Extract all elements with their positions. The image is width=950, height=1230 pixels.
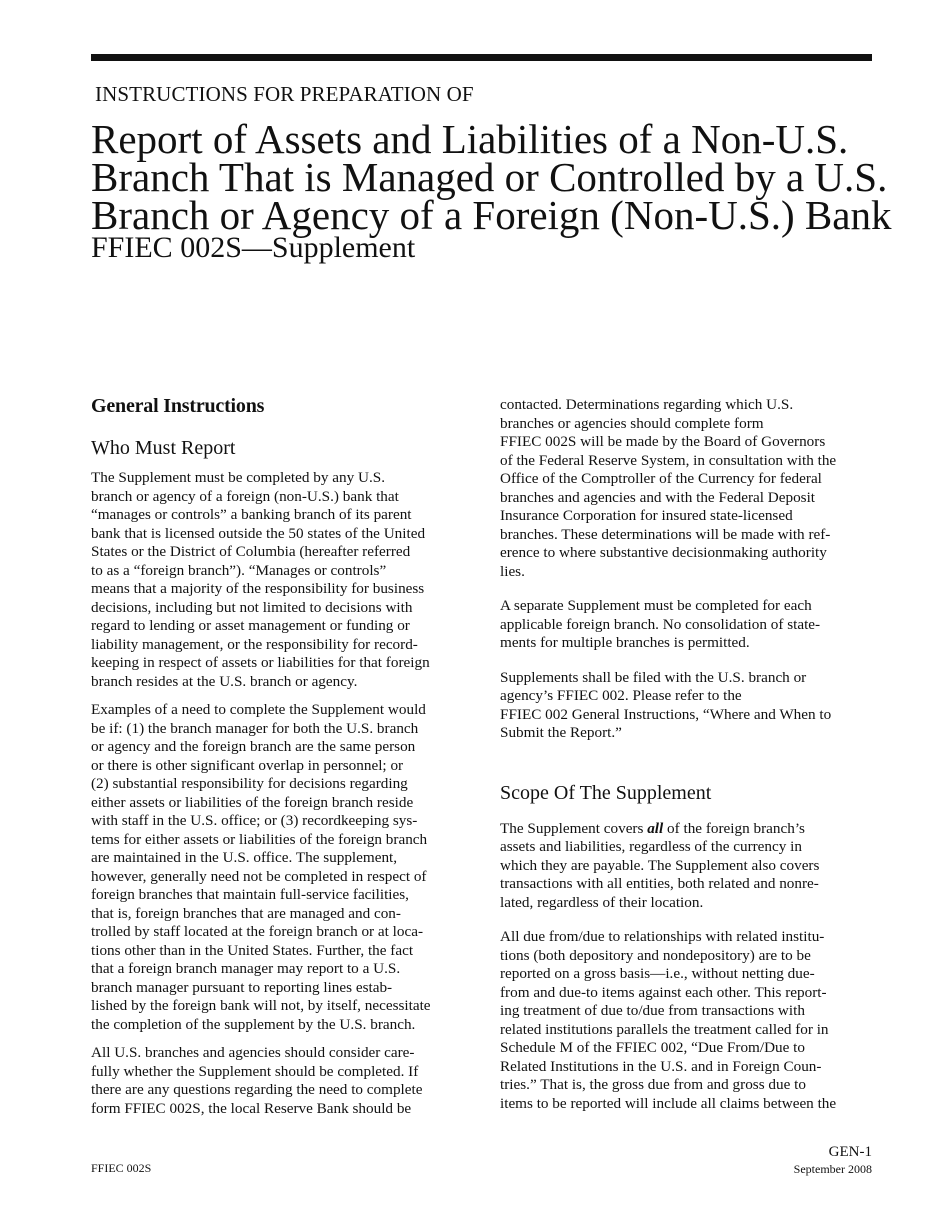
- paragraph-separate-supplement: [500, 597, 872, 653]
- text-line: branch resides at the U.S. branch or agency.: [91, 672, 358, 690]
- text-line: lished by the foreign bank will not, by itself, necessitate: [91, 997, 431, 1014]
- text-line: Examples of a need to complete the Supplement would: [91, 701, 426, 718]
- text-line: liability management, or the responsibility for record-: [91, 635, 418, 653]
- text-line: FFIEC 002S will be made by the Board of Governors: [500, 433, 826, 450]
- paragraph-scope: [500, 820, 872, 913]
- text-line: bank that is licensed outside the 50 states of the United: [91, 524, 426, 542]
- scope-first-line: The Supplement covers all of the foreign branch’s: [500, 819, 805, 837]
- text-line: the completion of the supplement by the U.S. branch.: [91, 1015, 416, 1033]
- text-line: branches or agencies should complete form: [500, 414, 764, 432]
- title-line: Branch or Agency of a Foreign (Non-U.S.) Bank: [91, 192, 892, 238]
- top-rule: [91, 54, 872, 61]
- text-line: Office of the Comptroller of the Currency for federal: [500, 470, 822, 487]
- text-line: All due from/due to relationships with related institu-: [500, 928, 825, 945]
- paragraph-determinations: [500, 396, 872, 581]
- section-heading-general-instructions: General Instructions: [91, 395, 265, 417]
- text-line: Schedule M of the FFIEC 002, “Due From/Due to: [500, 1039, 805, 1056]
- text-line: to as a “foreign branch”). “Manages or controls”: [91, 561, 387, 579]
- text-line: however, generally need not be completed in respect of: [91, 867, 427, 885]
- left-column: [91, 394, 463, 1118]
- text-line: keeping in respect of assets or liabilities for that foreign: [91, 654, 430, 671]
- text-line: items to be reported will include all claims between the: [500, 1094, 837, 1112]
- text-line: lies.: [500, 562, 525, 580]
- text-line: branches and agencies and with the Federal Deposit: [500, 488, 816, 506]
- text-line: form FFIEC 002S, the local Reserve Bank should be: [91, 1099, 412, 1117]
- text-line: or there is other significant overlap in personnel; or: [91, 756, 404, 774]
- text-line: erence to where substantive decisionmaking authority: [500, 544, 827, 561]
- text-line: tions other than in the United States. Further, the fact: [91, 941, 414, 959]
- text-line: related institutions parallels the treatment called for in: [500, 1020, 829, 1038]
- text-line: Submit the Report.”: [500, 724, 622, 741]
- text-line: regard to lending or asset management or funding or: [91, 617, 410, 634]
- text-line: contacted. Determinations regarding which U.S.: [500, 396, 794, 413]
- text-line: that a foreign branch manager may report to a U.S.: [91, 960, 401, 977]
- text-line: are maintained in the U.S. office. The supplement,: [91, 849, 398, 866]
- text-line: States or the District of Columbia (hereafter referred: [91, 543, 411, 560]
- title-line: Branch That is Managed or Controlled by a U.S.: [91, 154, 888, 200]
- text-line: The Supplement must be completed by any U.S.: [91, 469, 385, 486]
- text-line: (2) substantial responsibility for decisions regarding: [91, 775, 408, 792]
- text-line: of the Federal Reserve System, in consultation with the: [500, 451, 837, 469]
- paragraph-who-must-report: [91, 469, 463, 691]
- text-line: means that a majority of the responsibility for business: [91, 580, 425, 597]
- text-line: that is, foreign branches that are managed and con-: [91, 904, 401, 922]
- text-line: Related Institutions in the U.S. and in Foreign Coun-: [500, 1057, 822, 1075]
- text-line: from and due-to items against each other. This report-: [500, 983, 827, 1001]
- title-line: Report of Assets and Liabilities of a Non-U.S.: [91, 116, 849, 162]
- text-line: with staff in the U.S. office; or (3) recordkeeping sys-: [91, 812, 418, 829]
- paragraph-due-from-due-to: [500, 928, 872, 1113]
- document-subtitle: FFIEC 002S—Supplement: [91, 231, 416, 264]
- text-line: tions (both depository and nondepository) are to be: [500, 946, 811, 964]
- document-kicker: INSTRUCTIONS FOR PREPARATION OF: [95, 82, 474, 106]
- footer-form-id: FFIEC 002S: [91, 1161, 152, 1175]
- text-line: All U.S. branches and agencies should consider care-: [91, 1044, 415, 1061]
- text-line: there are any questions regarding the need to complete: [91, 1081, 423, 1098]
- text-line: branches. These determinations will be made with ref-: [500, 525, 831, 543]
- right-column: [500, 396, 872, 1113]
- text-line: Supplements shall be filed with the U.S. branch or: [500, 668, 807, 686]
- text-line: assets and liabilities, regardless of the currency in: [500, 838, 802, 855]
- text-line: trolled by staff located at the foreign branch or at loca-: [91, 923, 424, 940]
- emphasis-all: all: [647, 819, 664, 837]
- text-line: Insurance Corporation for insured state-licensed: [500, 507, 793, 524]
- text-line: decisions, including but not limited to decisions with: [91, 598, 413, 616]
- text-line: ing treatment of due to/due from transactions with: [500, 1002, 805, 1019]
- text-line: reported on a gross basis—i.e., without netting due-: [500, 965, 815, 982]
- paragraph-examples: [91, 701, 463, 1034]
- text-line: ments for multiple branches is permitted.: [500, 634, 750, 651]
- text-line: tems for either assets or liabilities of the foreign branch: [91, 830, 428, 848]
- text-line: FFIEC 002 General Instructions, “Where and When to: [500, 705, 832, 723]
- text-line: applicable foreign branch. No consolidation of state-: [500, 615, 821, 633]
- text-line: fully whether the Supplement should be completed. If: [91, 1062, 419, 1080]
- text-line: transactions with all entities, both related and nonre-: [500, 875, 819, 892]
- text-line: which they are payable. The Supplement also covers: [500, 856, 820, 874]
- footer-date: September 2008: [793, 1162, 872, 1176]
- footer-page-number: GEN-1: [828, 1144, 872, 1160]
- text-line: agency’s FFIEC 002. Please refer to the: [500, 687, 742, 704]
- text-line: branch or agency of a foreign (non-U.S.) bank that: [91, 487, 399, 505]
- text-line: or agency and the foreign branch are the same person: [91, 738, 416, 755]
- text-line: foreign branches that maintain full-service facilities,: [91, 886, 409, 903]
- subheading-who-must-report: Who Must Report: [91, 437, 236, 459]
- document-title: [91, 116, 892, 238]
- paragraph-consider-carefully: [91, 1044, 463, 1118]
- text-line: “manages or controls” a banking branch of its parent: [91, 506, 412, 523]
- text-line: branch manager pursuant to reporting lines estab-: [91, 978, 393, 996]
- text-line: A separate Supplement must be completed for each: [500, 597, 812, 614]
- text-line: tries.” That is, the gross due from and gross due to: [500, 1076, 806, 1093]
- text-line: lated, regardless of their location.: [500, 893, 704, 911]
- subheading-scope: Scope Of The Supplement: [500, 781, 712, 804]
- text-line: be if: (1) the branch manager for both the U.S. branch: [91, 719, 419, 737]
- text-line: either assets or liabilities of the foreign branch reside: [91, 793, 414, 811]
- paragraph-filing: [500, 669, 872, 743]
